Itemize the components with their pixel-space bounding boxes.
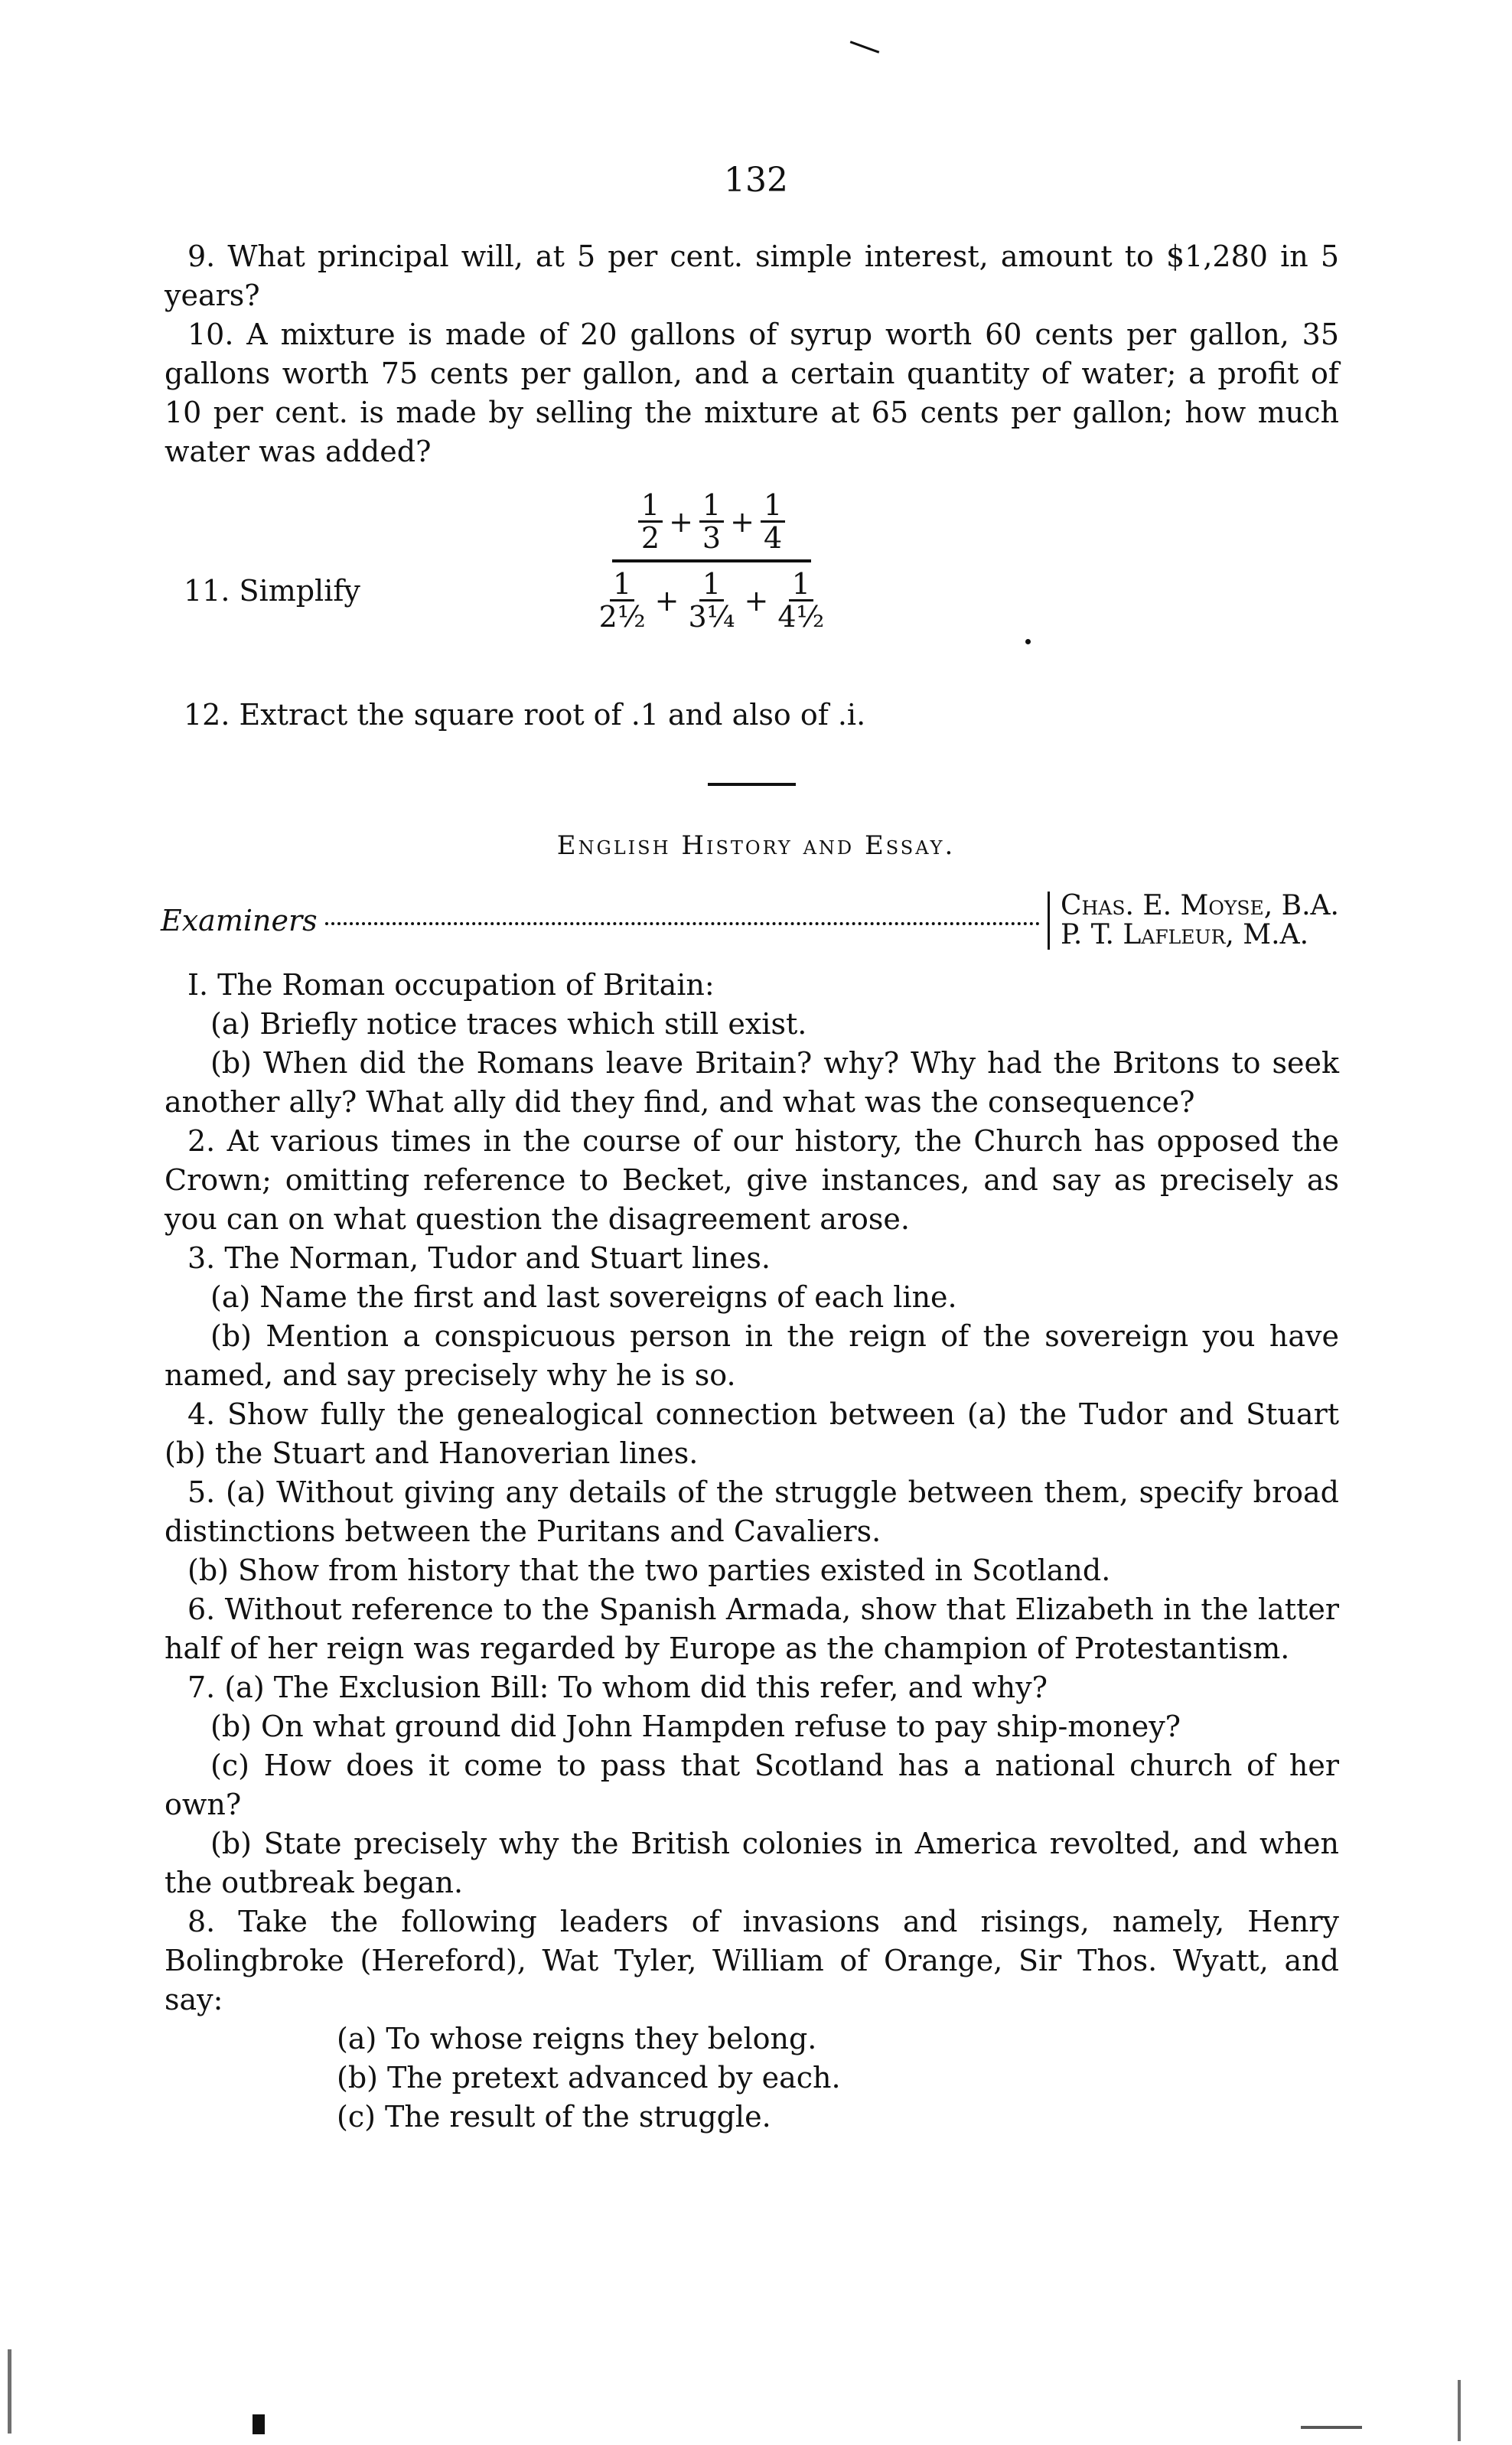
fraction-numerator: 1 <box>699 569 724 601</box>
fraction-denominator: 4½ <box>777 600 825 634</box>
fraction-numerator: 1 <box>761 490 785 523</box>
history-question: 7. (a) The Exclusion Bill: To whom did this refer, and why? <box>187 1671 1048 1704</box>
fraction <box>699 490 724 553</box>
fraction <box>761 490 785 553</box>
sub-list-item: (b) The pretext advanced by each. <box>337 2061 841 2095</box>
complex-numerator <box>612 490 811 553</box>
sub-list-item: (c) The result of the struggle. <box>337 2100 771 2134</box>
history-question: I. The Roman occupation of Britain: <box>187 968 715 1002</box>
history-question: 6. Without reference to the Spanish Armada, show that Elizabeth in the latter half of her reign was regarded by Europe as the champion of Protestantism. <box>165 1593 1339 1665</box>
dot-leader <box>325 910 1040 925</box>
fraction-numerator: 1 <box>610 569 634 601</box>
history-question: 3. The Norman, Tudor and Stuart lines. <box>187 1241 771 1275</box>
history-question: 8. Take the following leaders of invasions and risings, namely, Henry Bolingbroke (Hereford), Wat Tyler, William of Orange, Sir Thos. Wyatt, and say: <box>165 1905 1339 2016</box>
plus-sign: + <box>669 504 693 539</box>
examiners-label: Examiners <box>161 904 318 937</box>
section-divider <box>708 783 796 786</box>
history-question: (b) On what ground did John Hampden refuse to pay ship-money? <box>210 1710 1181 1743</box>
fraction-denominator: 3 <box>702 521 722 555</box>
scan-artifact <box>1458 2380 1461 2441</box>
fraction-numerator: 1 <box>789 569 813 601</box>
fraction <box>596 569 649 632</box>
page-number: 132 <box>724 161 788 200</box>
scan-artifact <box>850 41 880 53</box>
history-question: 4. Show fully the genealogical connection between (a) the Tudor and Stuart (b) the Stuart and Hanoverian lines. <box>165 1397 1339 1470</box>
history-question: (b) When did the Romans leave Britain? why? Why had the Britons to seek another ally? What ally did they find, and what was the consequence? <box>165 1046 1339 1119</box>
history-question: (b) Show from history that the two parties existed in Scotland. <box>187 1553 1111 1587</box>
history-question: (c) How does it come to pass that Scotland has a national church of her own? <box>165 1749 1339 1821</box>
history-question: 5. (a) Without giving any details of the struggle between them, specify broad distinctions between the Puritans and Cavaliers. <box>165 1475 1339 1548</box>
examiner-name: P. T. Lafleur, M.A. <box>1060 919 1309 950</box>
fraction-denominator: 4 <box>763 521 783 555</box>
question-12: 12. Extract the square root of .1 and also of .i. <box>184 698 866 732</box>
history-question: (b) State precisely why the British colonies in America revolted, and when the outbreak began. <box>165 1827 1339 1899</box>
fraction-denominator: 2 <box>640 521 660 555</box>
fraction-denominator: 2½ <box>598 600 646 634</box>
history-question: 2. At various times in the course of our history, the Church has opposed the Crown; omitting reference to Becket, give instances, and say as precisely as you can on what question the disagreement arose. <box>165 1124 1339 1236</box>
sub-list-item: (a) To whose reigns they belong. <box>337 2022 817 2055</box>
scan-artifact <box>1301 2426 1362 2429</box>
question-11-label: 11. Simplify <box>184 574 360 608</box>
plus-sign: + <box>730 504 754 539</box>
fraction-denominator: 3¼ <box>688 600 735 634</box>
history-question: (b) Mention a conspicuous person in the reign of the sovereign you have named, and say precisely why he is so. <box>165 1319 1339 1392</box>
main-fraction-bar <box>612 559 811 562</box>
fraction <box>638 490 663 553</box>
examiner-names <box>1048 892 1339 950</box>
plus-sign: + <box>654 583 679 618</box>
section-heading: English History and Essay. <box>556 830 956 861</box>
complex-denominator <box>598 567 825 634</box>
history-questions <box>165 966 1339 2137</box>
question-9: 9. What principal will, at 5 per cent. simple interest, amount to $1,280 in 5 years? <box>165 240 1339 312</box>
fraction-numerator: 1 <box>699 490 724 523</box>
history-question: (a) Name the first and last sovereigns of each line. <box>210 1280 957 1314</box>
arithmetic-questions-top <box>165 237 1339 471</box>
fraction <box>774 569 827 632</box>
question-10: 10. A mixture is made of 20 gallons of syrup worth 60 cents per gallon, 35 gallons worth 75 cents per gallon, and a certain quantity of water; a profit of 10 per cent. is made by selling the mixture at 65 cents per gallon; how much water was added? <box>165 318 1339 468</box>
examiners-line <box>161 892 1339 950</box>
complex-fraction <box>598 488 825 673</box>
scan-artifact <box>1025 639 1031 644</box>
fraction <box>686 569 738 632</box>
history-question: (a) Briefly notice traces which still exist. <box>210 1007 807 1041</box>
scan-artifact <box>253 2414 265 2434</box>
fraction-numerator: 1 <box>638 490 663 523</box>
plus-sign: + <box>744 583 769 618</box>
scan-artifact <box>8 2349 11 2434</box>
examiner-name: Chas. E. Moyse, B.A. <box>1060 890 1339 921</box>
